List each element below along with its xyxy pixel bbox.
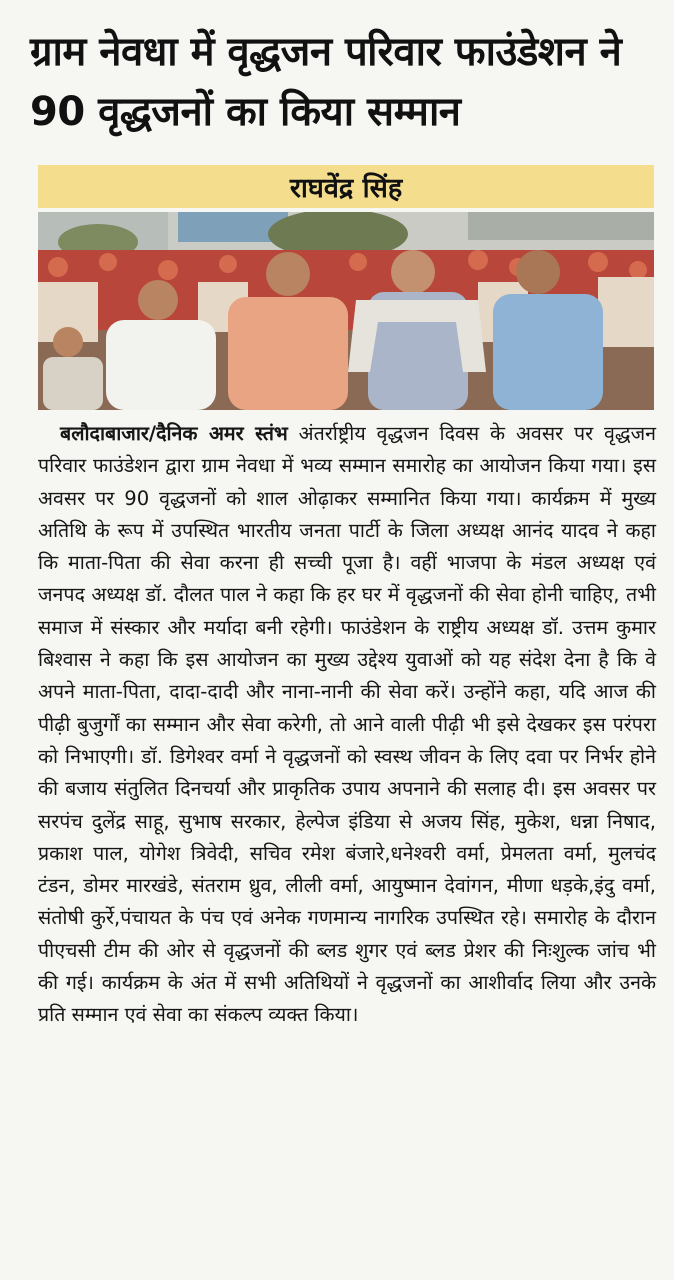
article-headline: ग्राम नेवधा में वृद्धजन परिवार फाउंडेशन ने 90 वृद्धजनों का किया सम्मान bbox=[30, 29, 622, 135]
author-name: राघवेंद्र सिंह bbox=[289, 173, 403, 204]
article-body bbox=[38, 418, 656, 1032]
article-text: अंतर्राष्ट्रीय वृद्धजन दिवस के अवसर पर वृद्धजन परिवार फाउंडेशन द्वारा ग्राम नेवधा में भव्य सम्मान समारोह का आयोजन किया गया। इस अवसर पर 90 वृद्धजनों को शाल ओढ़ाकर सम्मानित किया गया। कार्यक्रम में मुख्य अतिथि के रूप में उपस्थित भारतीय जनता पार्टी के जिला अध्यक्ष आनंद यादव ने कहा कि माता-पिता की सेवा करना ही सच्ची पूजा है। वहीं भाजपा के मंडल अध्यक्ष एवं जनपद अध्यक्ष डॉ. दौलत पाल ने कहा कि हर घर में वृद्धजनों की सेवा होनी चाहिए, तभी समाज में संस्कार और मर्यादा बनी रहेगी। फाउंडेशन के राष्ट्रीय अध्यक्ष डॉ. उत्तम कुमार बिश्वास ने कहा कि इस आयोजन का मुख्य उद्देश्य युवाओं को यह संदेश देना है कि वे अपने माता-पिता, दादा-दादी और नाना-नानी की सेवा करें। उन्होंने कहा, यदि आज की पीढ़ी बुजुर्गों का सम्मान और सेवा करेगी, तो आने वाली पीढ़ी भी इसे देखकर इस परंपरा को निभाएगी। डॉ. डिगेश्वर वर्मा ने वृद्धजनों को स्वस्थ जीवन के लिए दवा पर निर्भर होने की बजाय संतुलित दिनचर्या और प्राकृतिक उपाय अपनाने की सलाह दी। इस अवसर पर सरपंच दुलेंद्र साहू, सुभाष सरकार, हेल्पेज इंडिया से अजय सिंह, मुकेश, धन्ना निषाद, प्रकाश पाल, योगेश त्रिवेदी, सचिव रमेश बंजारे,धनेश्वरी वर्मा, प्रेमलता वर्मा, मुलचंद टंडन, डोमर मारखंडे, संतराम ध्रुव, लीली वर्मा, आयुष्मान देवांगन, मीणा धड़के,इंदु वर्मा, संतोषी कुर्रे,पंचायत के पंच एवं अनेक गणमान्य नागरिक उपस्थित रहे। समारोह के दौरान पीएचसी टीम की ओर से वृद्धजनों की ब्लड शुगर एवं ब्लड प्रेशर की निःशुल्क जांच भी की गई। कार्यक्रम के अंत में सभी अतिथियों ने वृद्धजनों का आशीर्वाद लिया और उनके प्रति सम्मान एवं सेवा का संकल्प व्यक्त किया। bbox=[38, 422, 656, 1027]
article-photo bbox=[38, 212, 654, 410]
author-byline bbox=[38, 165, 654, 208]
event-photo-illustration bbox=[38, 212, 654, 410]
article-dateline: बलौदाबाजार/दैनिक अमर स्तंभ bbox=[60, 422, 288, 445]
